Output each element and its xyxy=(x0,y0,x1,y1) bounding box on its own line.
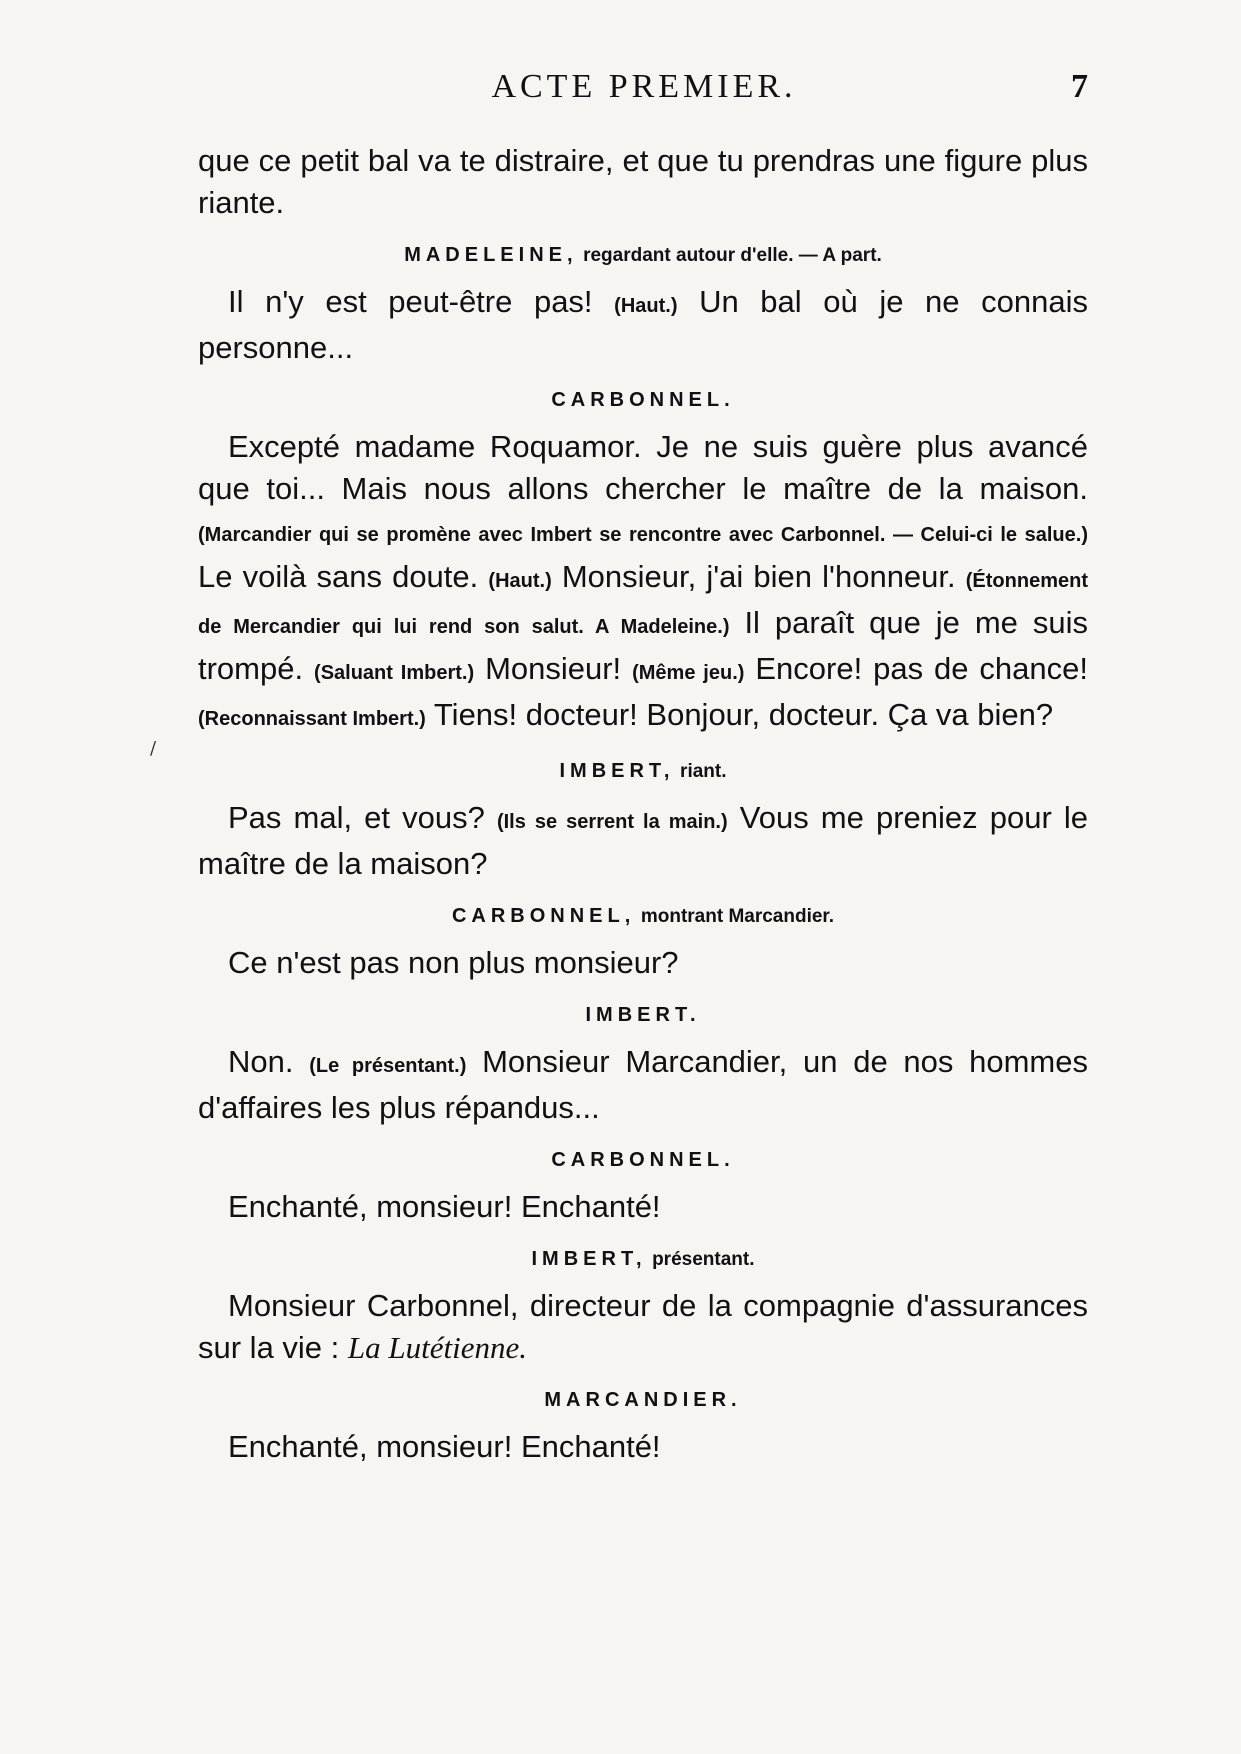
stage-direction: présentant. xyxy=(652,1249,755,1270)
speaker-heading xyxy=(198,760,1088,783)
speaker-name: IMBERT, xyxy=(559,760,675,782)
dialogue-line: Enchanté, monsieur! Enchanté! xyxy=(228,1189,661,1224)
stage-direction: riant. xyxy=(680,761,727,782)
stage-direction: (Étonnement de Mercandier qui lui rend son salut. A Madeleine.) xyxy=(198,570,1088,638)
stage-direction: regardant autour d'elle. — A part. xyxy=(583,245,882,266)
speaker-heading xyxy=(198,389,1088,412)
stage-direction: (Même jeu.) xyxy=(632,662,745,684)
speaker-heading xyxy=(198,905,1088,928)
stage-direction: (Marcandier qui se promène avec Imbert se rencontre avec Carbonnel. — Celui-ci le salue.) xyxy=(198,524,1088,546)
stage-direction: montrant Marcandier. xyxy=(640,906,835,927)
speaker-name: MARCANDIER. xyxy=(544,1389,742,1411)
speaker-name: IMBERT, xyxy=(531,1248,647,1270)
speaker-name: CARBONNEL. xyxy=(551,389,735,411)
dialogue-line: Ce n'est pas non plus monsieur? xyxy=(228,945,679,980)
stage-direction: (Le présentant.) xyxy=(309,1055,467,1077)
stage-direction: (Haut.) xyxy=(614,295,678,317)
running-title: ACTE PREMIER. xyxy=(491,68,797,105)
stage-direction: (Haut.) xyxy=(488,570,552,592)
speaker-heading xyxy=(198,1389,1088,1412)
dialogue-line: Pas mal, et vous? (Ils se serrent la main.) Vous me preniez pour le maître de la maison? xyxy=(198,800,1088,881)
page-number: 7 xyxy=(1071,68,1088,105)
margin-mark: / xyxy=(150,738,157,759)
speaker-heading xyxy=(198,1004,1088,1027)
dialogue-line: Excepté madame Roquamor. Je ne suis guère plus avancé que toi... Mais nous allons chercher le maître de la maison. (Marcandier qui se promène avec Imbert se rencontre avec Carbonnel. — Celui-ci le salue.) Le voilà sans doute. (Haut.) Monsieur, j'ai bien l'honneur. (Étonnement de Mercandier qui lui rend son salut. A Madeleine.) Il paraît que je me suis trompé. (Saluant Imbert.) Monsieur! (Même jeu.) Encore! pas de chance! (Reconnaissant Imbert.) Tiens! docteur! Bonjour, docteur. Ça va bien? xyxy=(198,429,1088,732)
speaker-name: IMBERT. xyxy=(585,1004,701,1026)
dialogue-line: Monsieur Carbonnel, directeur de la compagnie d'assurances sur la vie : La Lutétienne. xyxy=(198,1288,1088,1365)
dialogue-line: que ce petit bal va te distraire, et que tu prendras une figure plus riante. xyxy=(198,143,1088,220)
dialogue-line: Il n'y est peut-être pas! (Haut.) Un bal où je ne connais personne... xyxy=(198,284,1088,365)
stage-direction: (Reconnaissant Imbert.) xyxy=(198,708,426,730)
dialogue-line: Non. (Le présentant.) Monsieur Marcandier, un de nos hommes d'affaires les plus répandus... xyxy=(198,1044,1088,1125)
speaker-heading xyxy=(198,244,1088,267)
speaker-name: CARBONNEL, xyxy=(451,905,636,927)
speaker-name: MADELEINE, xyxy=(404,244,578,266)
play-text xyxy=(198,140,1088,1476)
stage-direction: (Ils se serrent la main.) xyxy=(496,811,728,833)
speaker-heading xyxy=(198,1149,1088,1172)
page-header xyxy=(200,68,1088,112)
dialogue-line: Enchanté, monsieur! Enchanté! xyxy=(228,1429,661,1464)
speaker-heading xyxy=(198,1248,1088,1271)
speaker-name: CARBONNEL. xyxy=(551,1149,735,1171)
stage-direction: (Saluant Imbert.) xyxy=(314,662,475,684)
work-title: La Lutétienne. xyxy=(347,1330,528,1365)
